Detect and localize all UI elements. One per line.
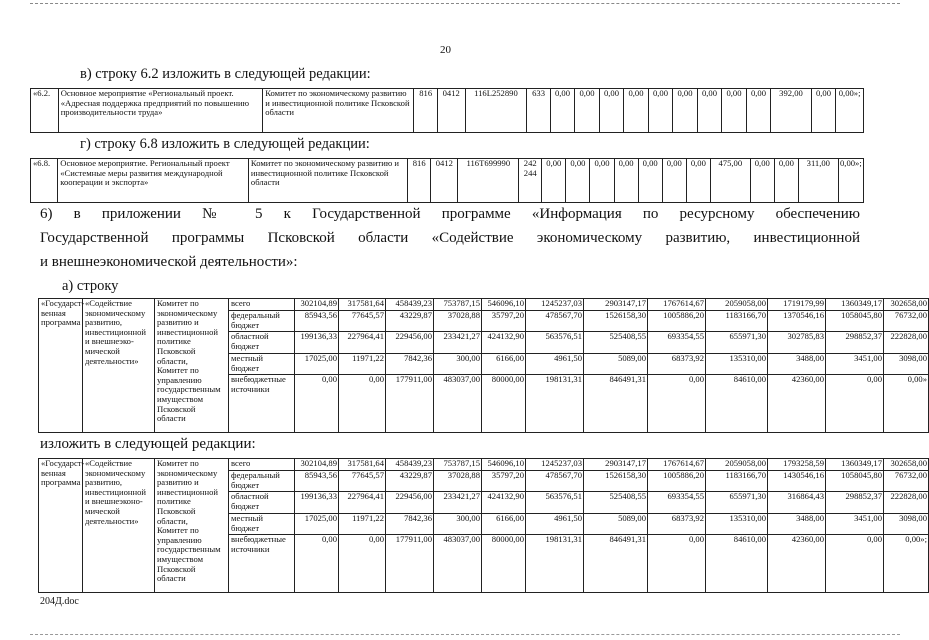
amount-cell: 0,00: [339, 375, 386, 433]
amount-cell: 525408,55: [584, 332, 648, 354]
amount-cell: 302658,00: [884, 299, 929, 311]
amount-cell: 68373,92: [648, 514, 706, 535]
program-type-cell: «Государст-венная программа: [39, 459, 83, 593]
amount-cell: 2903147,17: [584, 299, 648, 311]
value-cell: 0,00: [697, 89, 722, 133]
amount-cell: 1719179,99: [768, 299, 826, 311]
amount-cell: 302658,00: [884, 459, 929, 471]
amount-cell: 2903147,17: [584, 459, 648, 471]
amount-cell: 4961,50: [526, 514, 584, 535]
scan-edge-bottom: [30, 634, 900, 635]
executor-1: Комитет по экономическому развитию и инвестиционной политике Псковской области,: [157, 298, 218, 366]
amount-cell: 458439,23: [386, 459, 434, 471]
executor-2: Комитет по управлению государственным имуществом Псковской области: [157, 365, 221, 424]
amount-cell: 76732,00: [884, 471, 929, 492]
amount-cell: 753787,15: [434, 459, 482, 471]
amount-cell: 1370546,16: [768, 311, 826, 332]
amount-cell: 0,00: [295, 535, 339, 593]
amount-cell: 1245237,03: [526, 459, 584, 471]
source-label: местный бюджет: [229, 354, 295, 375]
amount-cell: 693354,55: [648, 492, 706, 514]
source-label: областной бюджет: [229, 492, 295, 514]
amount-cell: 655971,30: [706, 492, 768, 514]
amount-cell: 1005886,20: [648, 311, 706, 332]
value-cell: 0,00: [722, 89, 747, 133]
amount-cell: 525408,55: [584, 492, 648, 514]
value-cell: 0,00: [673, 89, 698, 133]
amount-cell: 298852,37: [826, 492, 884, 514]
amount-cell: 546096,10: [482, 459, 526, 471]
amount-cell: 302785,83: [768, 332, 826, 354]
amount-cell: 3098,00: [884, 514, 929, 535]
code-cell: 242 244: [519, 159, 542, 203]
amount-cell: 5089,00: [584, 514, 648, 535]
executors-cell: [155, 459, 229, 593]
code-cell: 0412: [437, 89, 465, 133]
amount-cell: 1058045,80: [826, 471, 884, 492]
amount-cell: 317581,64: [339, 459, 386, 471]
amount-cell: 2059058,00: [706, 459, 768, 471]
amount-cell: 43229,87: [386, 311, 434, 332]
program-name-cell: «Содействие экономическому развитию, инвестиционной и внешнеэконо-мической деятельности»: [83, 459, 155, 593]
page-number: 20: [440, 44, 451, 56]
code-cell: 0412: [431, 159, 458, 203]
amount-cell: 3451,00: [826, 354, 884, 375]
executor: Комитет по экономическому развитию и инвестиционной политике Псковской области: [248, 159, 407, 203]
amount-cell: 229456,00: [386, 492, 434, 514]
amount-cell: 4961,50: [526, 354, 584, 375]
amount-cell: 43229,87: [386, 471, 434, 492]
amount-cell: 222828,00: [884, 332, 929, 354]
section-a-heading: а) строку: [62, 278, 119, 294]
amount-cell: 42360,00: [768, 535, 826, 593]
amount-cell: 1430546,16: [768, 471, 826, 492]
amount-cell: 6166,00: [482, 514, 526, 535]
funding-table-new: [38, 458, 929, 593]
value-cell: 0,00: [575, 89, 600, 133]
value-cell: 0,00: [638, 159, 662, 203]
row-number: «6.8.: [31, 159, 58, 203]
executor: Комитет по экономическому развитию и инвестиционной политике Псковской области: [263, 89, 414, 133]
code-cell: 816: [408, 159, 431, 203]
amount-cell: 37028,88: [434, 311, 482, 332]
amount-cell: 1183166,70: [706, 471, 768, 492]
amount-cell: 302104,89: [295, 299, 339, 311]
amount-cell: 37028,88: [434, 471, 482, 492]
value-cell: 0,00: [686, 159, 710, 203]
amount-cell: 546096,10: [482, 299, 526, 311]
value-cell: 0,00: [590, 159, 614, 203]
row-6-2-table: [30, 88, 864, 133]
funding-table-old: [38, 298, 929, 433]
amount-cell: 3488,00: [768, 354, 826, 375]
amount-cell: 563576,51: [526, 492, 584, 514]
amount-cell: 302104,89: [295, 459, 339, 471]
amount-cell: 753787,15: [434, 299, 482, 311]
amount-cell: 300,00: [434, 514, 482, 535]
activity-name: Основное мероприятие «Региональный проект. «Адресная поддержка предприятий по повышению производительности труда»: [58, 89, 263, 133]
amount-cell: 233421,27: [434, 332, 482, 354]
amount-cell: 80000,00: [482, 375, 526, 433]
amount-cell: 1526158,30: [584, 471, 648, 492]
source-label: всего: [229, 299, 295, 311]
source-label: областной бюджет: [229, 332, 295, 354]
amount-cell: 0,00»: [884, 375, 929, 433]
amount-cell: 1360349,17: [826, 459, 884, 471]
value-cell: 475,00: [710, 159, 750, 203]
program-type-cell: «Государст-венная программа: [39, 299, 83, 433]
executor-2: Комитет по управлению государственным имуществом Псковской области: [157, 525, 221, 584]
amount-cell: 1526158,30: [584, 311, 648, 332]
value-cell: 311,00: [798, 159, 838, 203]
amount-cell: 85943,56: [295, 471, 339, 492]
amount-cell: 11971,22: [339, 514, 386, 535]
amount-cell: 135310,00: [706, 354, 768, 375]
amount-cell: 177911,00: [386, 375, 434, 433]
amount-cell: 68373,92: [648, 354, 706, 375]
source-label: федеральный бюджет: [229, 311, 295, 332]
amount-cell: 1058045,80: [826, 311, 884, 332]
amount-cell: 478567,70: [526, 471, 584, 492]
paragraph-6-line-1: 6) в приложении № 5 к Государственной программе «Информация по ресурсному обеспечению: [40, 206, 860, 222]
amount-cell: 478567,70: [526, 311, 584, 332]
row-number: «6.2.: [31, 89, 59, 133]
row-6-8-table: [30, 158, 864, 203]
activity-name: Основное мероприятие. Региональный проект «Системные меры развития международной кооперации и экспорта»: [58, 159, 249, 203]
amount-cell: 198131,31: [526, 375, 584, 433]
amount-cell: 2059058,00: [706, 299, 768, 311]
value-cell: 392,00: [771, 89, 811, 133]
amount-cell: 0,00: [826, 535, 884, 593]
footer-filename: 204Д.doc: [40, 596, 79, 607]
code-cell: 116L252890: [465, 89, 527, 133]
amount-cell: 1245237,03: [526, 299, 584, 311]
amount-cell: 298852,37: [826, 332, 884, 354]
amount-cell: 424132,90: [482, 332, 526, 354]
amount-cell: 693354,55: [648, 332, 706, 354]
amount-cell: 0,00: [339, 535, 386, 593]
value-cell: 0,00: [774, 159, 798, 203]
amount-cell: 563576,51: [526, 332, 584, 354]
amount-cell: 77645,57: [339, 471, 386, 492]
amount-cell: 0,00»;: [884, 535, 929, 593]
amount-cell: 7842,36: [386, 354, 434, 375]
program-name-cell: «Содействие экономическому развитию, инвестиционной и внешнеэко-мической деятельности»: [83, 299, 155, 433]
amount-cell: 483037,00: [434, 375, 482, 433]
amount-cell: 35797,20: [482, 311, 526, 332]
amount-cell: 199136,33: [295, 332, 339, 354]
source-label: федеральный бюджет: [229, 471, 295, 492]
amount-cell: 6166,00: [482, 354, 526, 375]
amount-cell: 11971,22: [339, 354, 386, 375]
amount-cell: 222828,00: [884, 492, 929, 514]
amount-cell: 35797,20: [482, 471, 526, 492]
section-izl-heading: изложить в следующей редакции:: [40, 436, 256, 452]
source-label: местный бюджет: [229, 514, 295, 535]
amount-cell: 3098,00: [884, 354, 929, 375]
amount-cell: 0,00: [648, 535, 706, 593]
amount-cell: 655971,30: [706, 332, 768, 354]
amount-cell: 77645,57: [339, 311, 386, 332]
value-cell: 0,00: [550, 89, 575, 133]
value-cell: 0,00: [624, 89, 649, 133]
amount-cell: 227964,41: [339, 332, 386, 354]
amount-cell: 0,00: [295, 375, 339, 433]
value-cell: 0,00: [614, 159, 638, 203]
value-cell: 0,00: [750, 159, 774, 203]
amount-cell: 42360,00: [768, 375, 826, 433]
value-cell: 0,00: [648, 89, 673, 133]
executor-1: Комитет по экономическому развитию и инвестиционной политике Псковской области,: [157, 458, 218, 526]
amount-cell: 85943,56: [295, 311, 339, 332]
value-cell: 0,00»;: [838, 159, 863, 203]
code-cell: 633: [527, 89, 550, 133]
source-label: внебюджетные источники: [229, 535, 295, 593]
amount-cell: 316864,43: [768, 492, 826, 514]
code-cell: 816: [414, 89, 437, 133]
value-cell: 0,00: [542, 159, 566, 203]
amount-cell: 198131,31: [526, 535, 584, 593]
amount-cell: 458439,23: [386, 299, 434, 311]
amount-cell: 76732,00: [884, 311, 929, 332]
amount-cell: 17025,00: [295, 354, 339, 375]
amount-cell: 1767614,67: [648, 459, 706, 471]
amount-cell: 0,00: [826, 375, 884, 433]
amount-cell: 3451,00: [826, 514, 884, 535]
section-v-heading: в) строку 6.2 изложить в следующей редакции:: [80, 66, 371, 82]
amount-cell: 846491,31: [584, 535, 648, 593]
section-g-heading: г) строку 6.8 изложить в следующей редакции:: [80, 136, 370, 152]
scan-edge-top: [30, 3, 900, 4]
paragraph-6-line-3: и внешнеэкономической деятельности»:: [40, 254, 298, 270]
source-label: внебюджетные источники: [229, 375, 295, 433]
amount-cell: 1767614,67: [648, 299, 706, 311]
amount-cell: 1005886,20: [648, 471, 706, 492]
amount-cell: 1793258,59: [768, 459, 826, 471]
amount-cell: 177911,00: [386, 535, 434, 593]
amount-cell: 5089,00: [584, 354, 648, 375]
amount-cell: 80000,00: [482, 535, 526, 593]
value-cell: 0,00»;: [836, 89, 864, 133]
amount-cell: 227964,41: [339, 492, 386, 514]
amount-cell: 1360349,17: [826, 299, 884, 311]
amount-cell: 233421,27: [434, 492, 482, 514]
amount-cell: 1183166,70: [706, 311, 768, 332]
amount-cell: 135310,00: [706, 514, 768, 535]
executors-cell: [155, 299, 229, 433]
amount-cell: 317581,64: [339, 299, 386, 311]
amount-cell: 846491,31: [584, 375, 648, 433]
code-cell: 116Т699990: [458, 159, 519, 203]
value-cell: 0,00: [811, 89, 836, 133]
value-cell: 0,00: [662, 159, 686, 203]
amount-cell: 199136,33: [295, 492, 339, 514]
amount-cell: 84610,00: [706, 375, 768, 433]
amount-cell: 483037,00: [434, 535, 482, 593]
amount-cell: 84610,00: [706, 535, 768, 593]
amount-cell: 3488,00: [768, 514, 826, 535]
amount-cell: 424132,90: [482, 492, 526, 514]
value-cell: 0,00: [746, 89, 771, 133]
amount-cell: 17025,00: [295, 514, 339, 535]
source-label: всего: [229, 459, 295, 471]
value-cell: 0,00: [566, 159, 590, 203]
amount-cell: 229456,00: [386, 332, 434, 354]
amount-cell: 300,00: [434, 354, 482, 375]
value-cell: 0,00: [599, 89, 624, 133]
amount-cell: 0,00: [648, 375, 706, 433]
paragraph-6-line-2: Государственной программы Псковской области «Содействие экономическому развитию, инвестиционной: [40, 230, 860, 246]
amount-cell: 7842,36: [386, 514, 434, 535]
